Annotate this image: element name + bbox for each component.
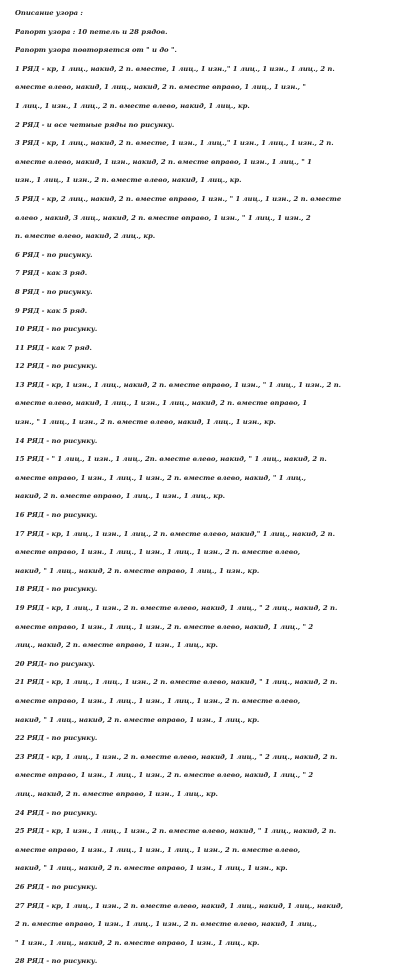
row-25-line-2: вместе вправо, 1 изн., 1 лиц., 1 изн., 1 лиц., 1 изн., 2 п. вместе влево, bbox=[15, 845, 301, 854]
pattern-repeat-size: Рапорт узора : 10 петель и 28 рядов. bbox=[15, 27, 168, 36]
row-23-line-2: вместе вправо, 1 изн., 1 лиц., 1 изн., 2 п. вместе влево, накид, 1 лиц., " 2 bbox=[15, 771, 314, 780]
row-28: 28 РЯД - по рисунку. bbox=[15, 957, 98, 966]
row-19-line-2: вместе вправо, 1 изн., 1 лиц., 1 изн., 2 п. вместе влево, накид, 1 лиц., " 2 bbox=[15, 622, 314, 631]
row-13-line-2: вместе влево, накид, 1 лиц., 1 изн., 1 лиц., накид, 2 п. вместе вправо, 1 bbox=[15, 399, 308, 408]
row-24: 24 РЯД - по рисунку. bbox=[15, 808, 98, 817]
row-25-line-1: 25 РЯД - кр, 1 изн., 1 лиц., 1 изн., 2 п. вместе влево, накид, " 1 лиц., накид, 2 п. bbox=[15, 827, 337, 836]
row-16: 16 РЯД - по рисунку. bbox=[15, 511, 98, 520]
row-7: 7 РЯД - как 3 ряд. bbox=[15, 269, 88, 278]
row-3-line-3: изн., 1 лиц., 1 изн., 2 п. вместе влево, накид, 1 лиц., кр. bbox=[15, 176, 242, 185]
row-27-line-2: 2 п. вместе вправо, 1 изн., 1 лиц., 1 изн., 2 п. вместе влево, накид, 1 лиц., bbox=[15, 920, 317, 929]
row-1-line-2: вместе влево, накид, 1 лиц., накид, 2 п. вместе вправо, 1 лиц., 1 изн., " bbox=[15, 83, 306, 92]
row-10: 10 РЯД - по рисунку. bbox=[15, 325, 98, 334]
row-27-line-1: 27 РЯД - кр, 1 лиц., 1 изн., 2 п. вместе влево, накид, 1 лиц., накид, 1 лиц., накид, bbox=[15, 901, 343, 910]
row-25-line-3: накид, " 1 лиц., накид, 2 п. вместе вправо, 1 изн., 1 лиц., 1 изн., кр. bbox=[15, 864, 288, 873]
row-1-line-3: 1 лиц., 1 изн., 1 лиц., 2 п. вместе влево, накид, 1 лиц., кр. bbox=[15, 101, 250, 110]
row-15-line-1: 15 РЯД - " 1 лиц., 1 изн., 1 лиц., 2п. вместе влево, накид, " 1 лиц., накид, 2 п. bbox=[15, 455, 327, 464]
row-15-line-2: вместе вправо, 1 изн., 1 лиц., 1 изн., 2 п. вместе влево, накид, " 1 лиц., bbox=[15, 473, 306, 482]
row-5-line-2: влево , накид, 3 лиц., накид, 2 п. вместе вправо, 1 изн., " 1 лиц., 1 изн., 2 bbox=[15, 213, 311, 222]
row-12: 12 РЯД - по рисунку. bbox=[15, 362, 98, 371]
row-9: 9 РЯД - как 5 ряд. bbox=[15, 306, 88, 315]
row-3-line-1: 3 РЯД - кр, 1 лиц., накид, 2 п. вместе, 1 изн., 1 лиц.," 1 изн., 1 лиц., 1 изн., 2 п. bbox=[15, 139, 334, 148]
row-13-line-1: 13 РЯД - кр, 1 изн., 1 лиц., накид, 2 п. вместе вправо, 1 изн., " 1 лиц., 1 изн., 2 п. bbox=[15, 380, 342, 389]
row-19-line-3: лиц., накид, 2 п. вместе вправо, 1 изн., 1 лиц., кр. bbox=[15, 641, 218, 650]
row-19-line-1: 19 РЯД - кр, 1 лиц., 1 изн., 2 п. вместе влево, накид, 1 лиц., " 2 лиц., накид, 2 п. bbox=[15, 604, 338, 612]
row-27-line-3: " 1 изн., 1 лиц., накид, 2 п. вместе вправо, 1 изн., 1 лиц., кр. bbox=[15, 938, 260, 947]
row-21-line-1: 21 РЯД - кр, 1 лиц., 1 лиц., 1 изн., 2 п. вместе влево, накид, " 1 лиц., накид, 2 п. bbox=[15, 678, 338, 687]
row-6: 6 РЯД - по рисунку. bbox=[15, 250, 93, 259]
row-13-line-3: изн., " 1 лиц., 1 изн., 2 п. вместе влево, накид, 1 лиц., 1 изн., кр. bbox=[15, 418, 276, 427]
row-15-line-3: накид, 2 п. вместе вправо, 1 лиц., 1 изн., 1 лиц., кр. bbox=[15, 492, 225, 501]
row-3-line-2: вместе влево, накид, 1 изн., накид, 2 п. вместе вправо, 1 изн., 1 лиц., " 1 bbox=[15, 157, 312, 166]
row-21-line-2: вместе вправо, 1 изн., 1 лиц., 1 изн., 1 лиц., 1 изн., 2 п. вместе влево, bbox=[15, 696, 301, 705]
doc-title: Описание узора : bbox=[15, 9, 83, 17]
row-2: 2 РЯД - и все четные ряды по рисунку. bbox=[15, 120, 175, 129]
row-22: 22 РЯД - по рисунку. bbox=[15, 734, 98, 743]
row-17-line-1: 17 РЯД - кр, 1 лиц., 1 изн., 1 лиц., 2 п. вместе влево, накид," 1 лиц., накид, 2 п. bbox=[15, 529, 335, 538]
row-5-line-3: п. вместе влево, накид, 2 лиц., кр. bbox=[15, 232, 156, 241]
row-14: 14 РЯД - по рисунку. bbox=[15, 436, 98, 445]
pattern-repeat-note: Рапорт узора повторяется от " и до ". bbox=[15, 46, 177, 55]
row-21-line-3: накид, " 1 лиц., накид, 2 п. вместе вправо, 1 изн., 1 лиц., кр. bbox=[15, 715, 260, 724]
row-26: 26 РЯД - по рисунку. bbox=[15, 882, 98, 891]
row-23-line-1: 23 РЯД - кр, 1 лиц., 1 изн., 2 п. вместе влево, накид, 1 лиц., " 2 лиц., накид, 2 п. bbox=[15, 752, 338, 761]
row-8: 8 РЯД - по рисунку. bbox=[15, 287, 93, 296]
row-1-line-1: 1 РЯД - кр, 1 лиц., накид, 2 п. вместе, 1 лиц., 1 изн.," 1 лиц., 1 изн., 1 лиц., 2 п. bbox=[15, 64, 335, 73]
row-18: 18 РЯД - по рисунку. bbox=[15, 585, 98, 594]
row-20: 20 РЯД- по рисунку. bbox=[15, 659, 95, 668]
row-5-line-1: 5 РЯД - кр, 2 лиц., накид, 2 п. вместе вправо, 1 изн., " 1 лиц., 1 изн., 2 п. вместе bbox=[15, 194, 342, 203]
row-11: 11 РЯД - как 7 ряд. bbox=[15, 343, 92, 352]
row-23-line-3: лиц., накид, 2 п. вместе вправо, 1 изн., 1 лиц., кр. bbox=[15, 789, 218, 798]
row-17-line-3: накид, " 1 лиц., накид, 2 п. вместе вправо, 1 лиц., 1 изн., кр. bbox=[15, 566, 260, 575]
row-17-line-2: вместе вправо, 1 изн., 1 лиц., 1 изн., 1 лиц., 1 изн., 2 п. вместе влево, bbox=[15, 548, 301, 557]
